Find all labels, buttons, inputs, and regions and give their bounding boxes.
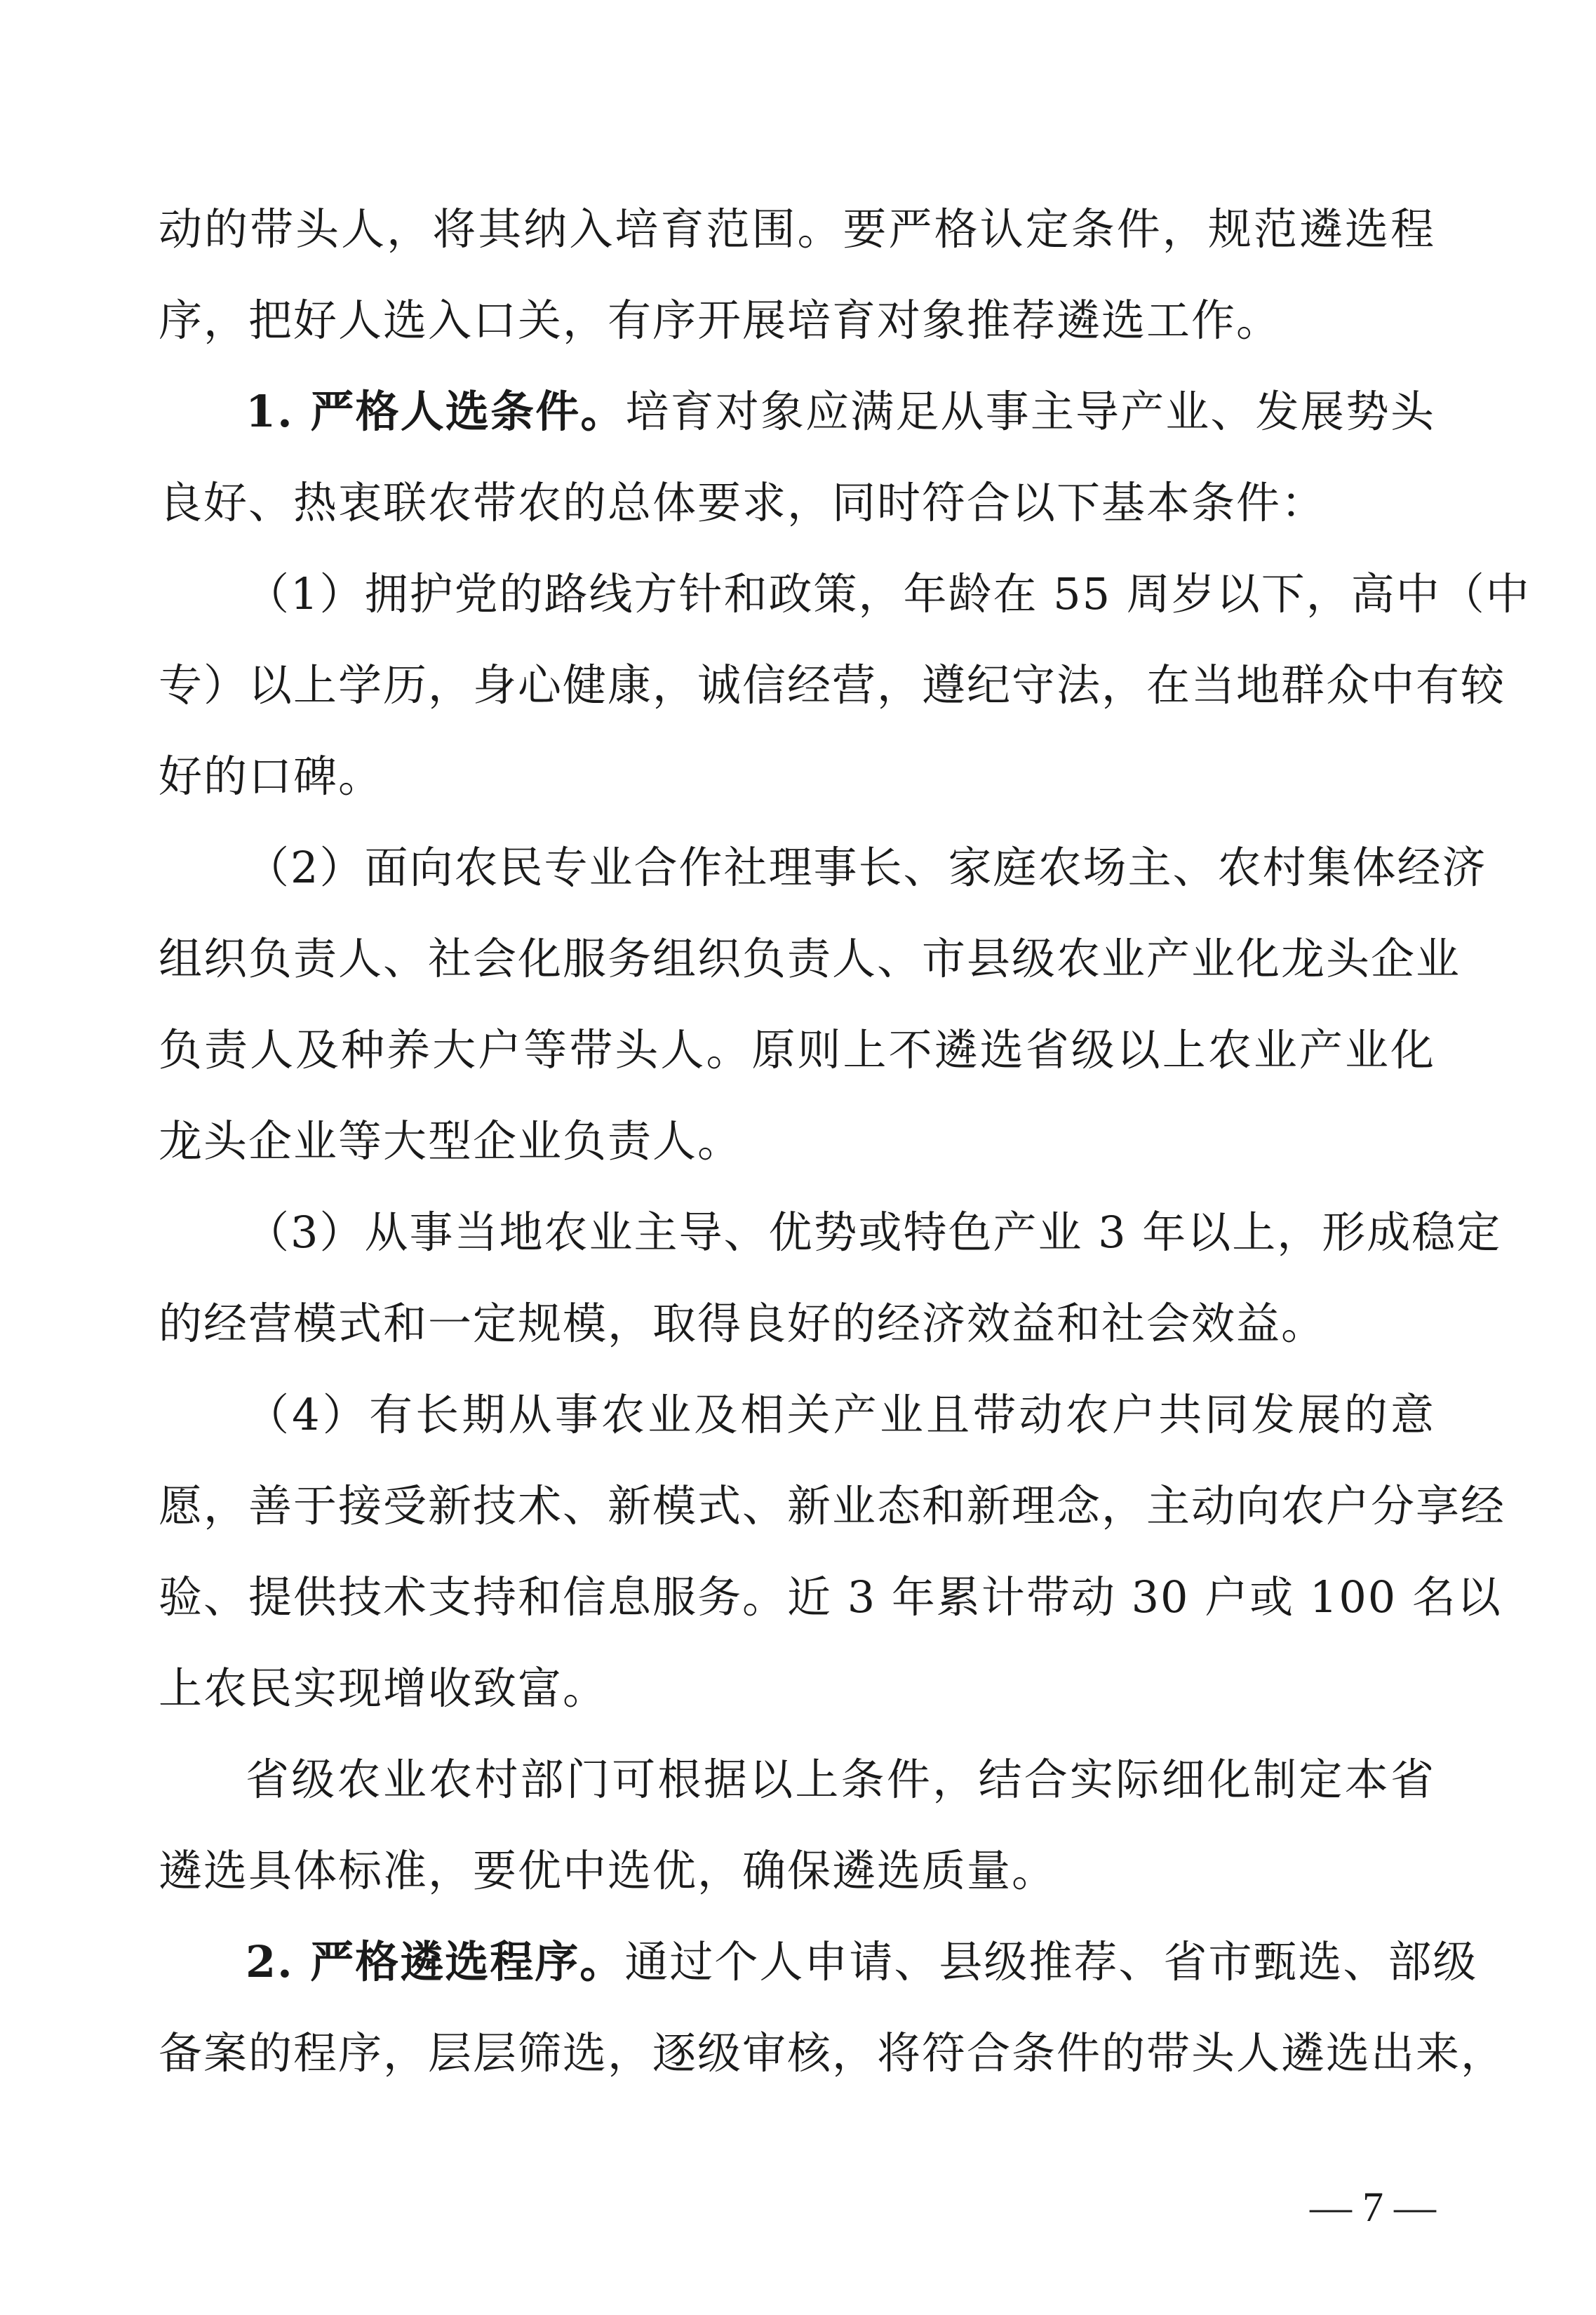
document-body [159, 184, 1531, 2099]
text-line: 龙头企业等大型企业负责人。 [159, 1115, 743, 1167]
text-line: 验、提供技术支持和信息服务。近 3 年累计带动 30 户或 100 名以 [159, 1571, 1502, 1623]
text-line: 序，把好人选入口关，有序开展培育对象推荐遴选工作。 [159, 295, 1282, 346]
section-heading: 1. 严格人选条件。 [246, 386, 626, 437]
text-line: 良好、热衷联农带农的总体要求，同时符合以下基本条件： [159, 477, 1327, 528]
text-line: （2）面向农民专业合作社理事长、家庭农场主、农村集体经济 [246, 842, 1487, 893]
text-line: （4）有长期从事农业及相关产业且带动农户共同发展的意 [246, 1389, 1435, 1440]
text-line: 专）以上学历，身心健康，诚信经营，遵纪守法，在当地群众中有较 [159, 659, 1506, 711]
text-line: 备案的程序，层层筛选，逐级审核，将符合条件的带头人遴选出来， [159, 2027, 1506, 2079]
text-line [159, 1917, 1478, 2008]
text-line: 遴选具体标准，要优中选优，确保遴选质量。 [159, 1845, 1057, 1896]
text-line: 组织负责人、社会化服务组织负责人、市县级农业产业化龙头企业 [159, 933, 1461, 984]
text-line: （3）从事当地农业主导、优势或特色产业 3 年以上，形成稳定 [246, 1207, 1502, 1258]
text-line: 负责人及种养大户等带头人。原则上不遴选省级以上农业产业化 [159, 1024, 1435, 1075]
text-span: 培育对象应满足从事主导产业、发展势头 [625, 386, 1435, 437]
text-line [159, 366, 1435, 457]
text-line: 动的带头人，将其纳入培育范围。要严格认定条件，规范遴选程 [159, 203, 1435, 255]
section-heading: 2. 严格遴选程序。 [246, 1936, 625, 1987]
text-line: 省级农业农村部门可根据以上条件，结合实际细化制定本省 [246, 1754, 1435, 1805]
text-line: 好的口碑。 [159, 751, 384, 802]
page-number: — 7 — [1310, 2184, 1436, 2230]
text-line: 愿，善于接受新技术、新模式、新业态和新理念，主动向农户分享经 [159, 1480, 1506, 1531]
text-line: （1）拥护党的路线方针和政策，年龄在 55 周岁以下，高中（中 [246, 568, 1531, 619]
text-line: 上农民实现增收致富。 [159, 1663, 608, 1714]
text-line: 的经营模式和一定规模，取得良好的经济效益和社会效益。 [159, 1298, 1327, 1349]
text-span: 通过个人申请、县级推荐、省市甄选、部级 [624, 1936, 1478, 1987]
